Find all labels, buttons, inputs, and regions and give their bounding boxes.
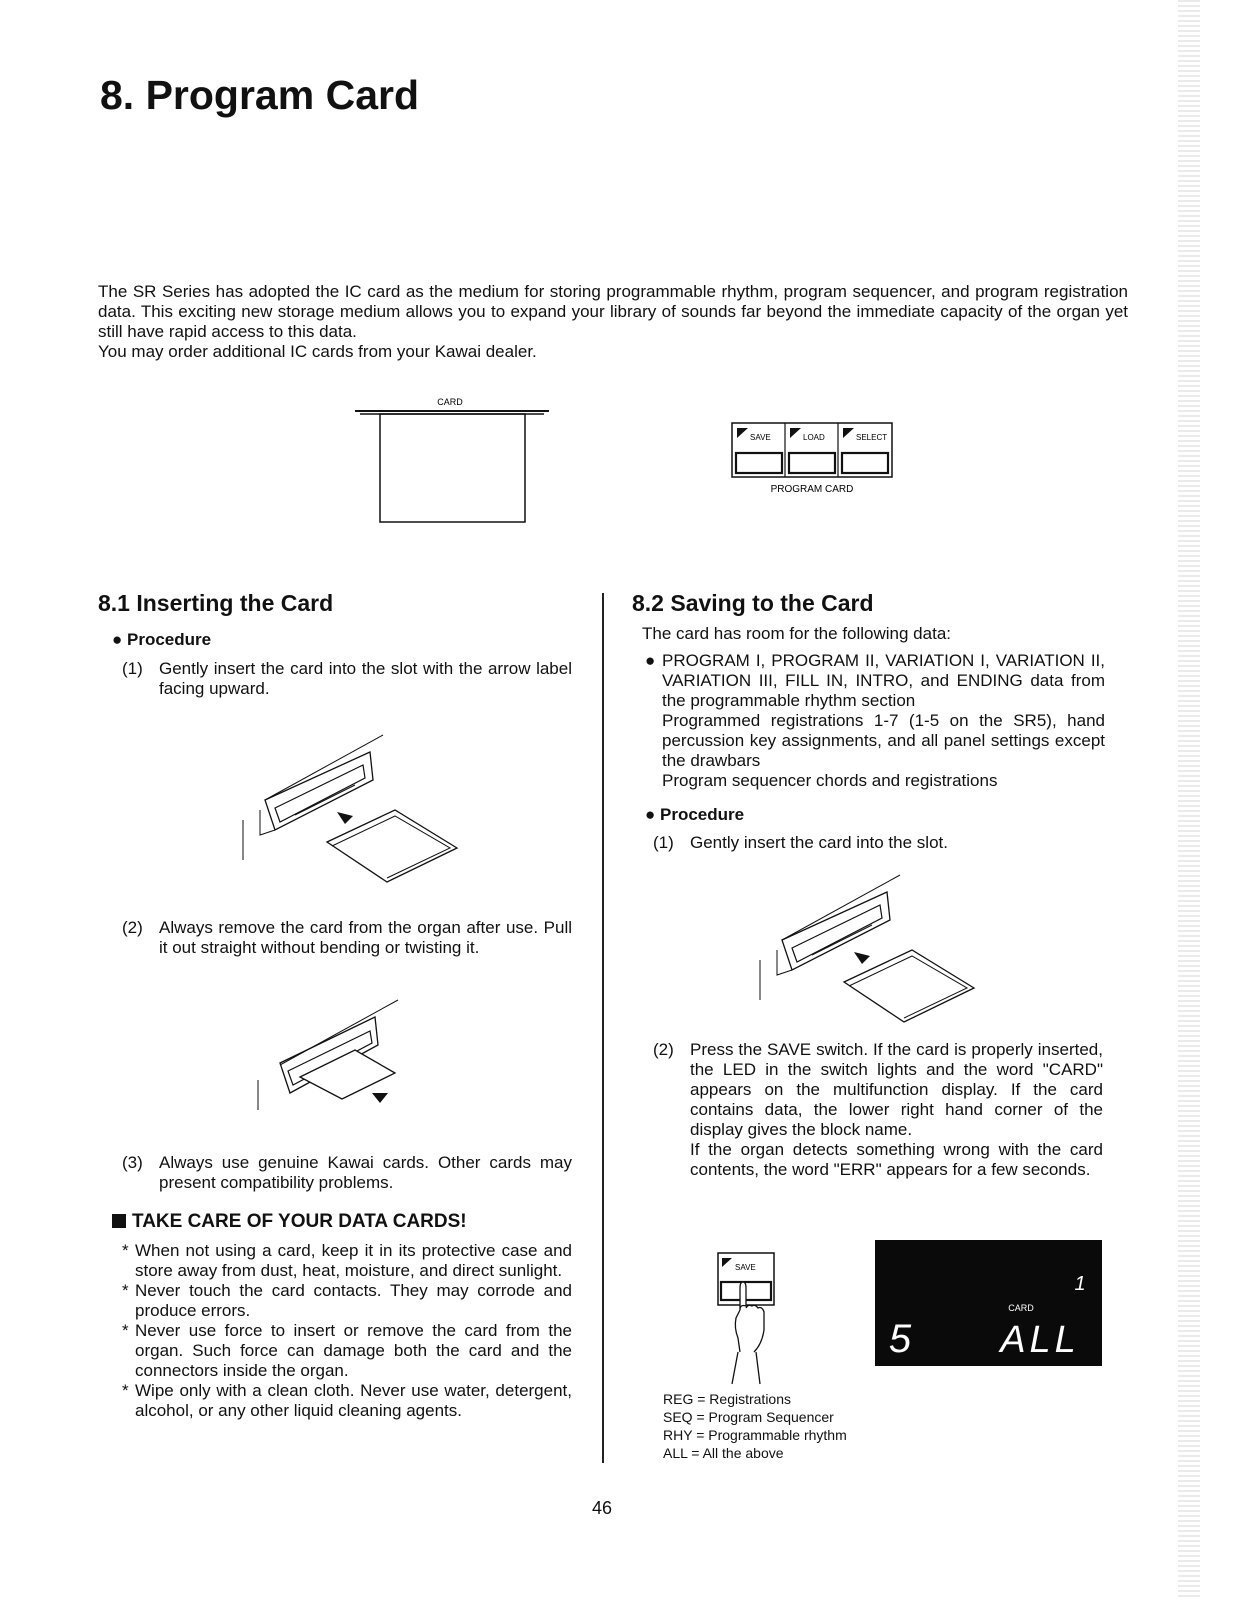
legend-item: SEQ = Program Sequencer [663, 1409, 834, 1425]
step-text: Gently insert the card into the slot with the arrow label facing upward. [159, 659, 572, 698]
card-slot-label: CARD [437, 397, 463, 407]
load-panel-label: LOAD [803, 433, 825, 442]
display-card-label: CARD [1008, 1303, 1034, 1313]
display-block-name: ALL [1000, 1319, 1080, 1361]
caution-list [122, 1241, 572, 1421]
step-3 [122, 1153, 572, 1193]
page-number: 46 [592, 1498, 613, 1518]
column-divider [602, 593, 604, 1463]
data-item: Program sequencer chords and registrations [662, 771, 998, 790]
section-heading-inserting: 8.1 Inserting the Card [98, 590, 334, 616]
multifunction-display [875, 1240, 1102, 1366]
caution-item: * Wipe only with a clean cloth. Never use water, detergent, alcohol, or any other liquid cleaning agents. [122, 1381, 572, 1421]
insert-card-illustration [235, 730, 465, 890]
step-text: Always use genuine Kawai cards. Other cards may present compatibility problems. [159, 1153, 572, 1192]
bullet-dot-icon: ● [645, 651, 656, 670]
legend-item: RHY = Programmable rhythm [663, 1427, 847, 1443]
step-number: (1) [122, 659, 143, 678]
save-panel-label: SAVE [750, 433, 771, 442]
procedure-label: ● Procedure [112, 630, 212, 649]
step-1 [653, 833, 1103, 853]
section-heading-saving: 8.2 Saving to the Card [632, 590, 874, 616]
legend-item: REG = Registrations [663, 1391, 791, 1407]
arrow-icon [372, 1093, 388, 1103]
arrow-icon [337, 812, 353, 824]
arrow-icon [854, 952, 870, 964]
caution-heading: TAKE CARE OF YOUR DATA CARDS! [112, 1211, 467, 1233]
step-2 [653, 1040, 1103, 1180]
intro-text [98, 282, 1128, 362]
data-item: PROGRAM I, PROGRAM II, VARIATION I, VARIATION II, VARIATION III, FILL IN, INTRO, and ENDING data from the programmable rhythm section [662, 651, 1105, 710]
caution-item: * Never touch the card contacts. They may corrode and produce errors. [122, 1281, 572, 1321]
load-switch[interactable] [789, 453, 835, 473]
display-top-right: 1 [1074, 1273, 1086, 1295]
step-number: (2) [122, 918, 143, 937]
save-switch-press-figure [710, 1248, 800, 1388]
bullet-dot-icon: ● [645, 805, 656, 824]
legend-item: ALL = All the above [663, 1445, 784, 1461]
display-left-digit: 5 [888, 1317, 912, 1361]
data-item-list [662, 651, 1105, 791]
select-panel-label: SELECT [856, 433, 888, 442]
save-button-label: SAVE [735, 1263, 756, 1272]
step-1 [122, 659, 572, 699]
step-2 [122, 918, 572, 958]
data-items [645, 651, 1105, 791]
step-text: Always remove the card from the organ after use. Pull it out straight without bending or twisting it. [159, 918, 572, 957]
page-title: 8. Program Card [100, 72, 419, 118]
select-switch[interactable] [842, 453, 888, 473]
step-text: Press the SAVE switch. If the card is properly inserted, the LED in the switch lights and the word "CARD" appears on the multifunction display. If the card contains data, the lower right hand corner of the display gives the block name. [690, 1040, 1103, 1139]
data-item: Programmed registrations 1-7 (1-5 on the SR5), hand percussion key assignments, and all panel settings except the drawbars [662, 711, 1105, 770]
procedure-label: ● Procedure [645, 805, 745, 824]
caution-item: * When not using a card, keep it in its protective case and store away from dust, heat, moisture, and direct sunlight. [122, 1241, 572, 1281]
card-slot-figure [350, 392, 560, 528]
section2-lead: The card has room for the following data: [642, 624, 951, 643]
display-legend [663, 1390, 847, 1462]
step-number: (2) [653, 1040, 674, 1059]
step-number: (3) [122, 1153, 143, 1172]
scan-edge [1178, 0, 1200, 1600]
step-number: (1) [653, 833, 674, 852]
intro-dealer-note: You may order additional IC cards from your Kawai dealer. [98, 342, 537, 361]
program-card-panel [728, 420, 898, 500]
save-switch[interactable] [736, 453, 782, 473]
step-text: Gently insert the card into the slot. [690, 833, 948, 852]
remove-card-illustration [250, 995, 410, 1125]
step-text-continued: If the organ detects something wrong with the card contents, the word "ERR" appears for a few seconds. [690, 1140, 1103, 1179]
triangle-led-icon [722, 1258, 732, 1267]
panel-caption: PROGRAM CARD [770, 484, 854, 495]
hand-press-icon [732, 1282, 764, 1384]
bullet-dot-icon: ● [112, 630, 123, 649]
insert-card-illustration [752, 870, 982, 1030]
caution-item: * Never use force to insert or remove the card from the organ. Such force can damage both the card and the connectors inside the organ. [122, 1321, 572, 1381]
square-bullet-icon [112, 1214, 126, 1228]
intro-paragraph: The SR Series has adopted the IC card as the medium for storing programmable rhythm, program sequencer, and program registration data. This exciting new storage medium allows you to expand your library of sounds far beyond the immediate capacity of the organ yet still have rapid access to this data. [98, 282, 1128, 341]
